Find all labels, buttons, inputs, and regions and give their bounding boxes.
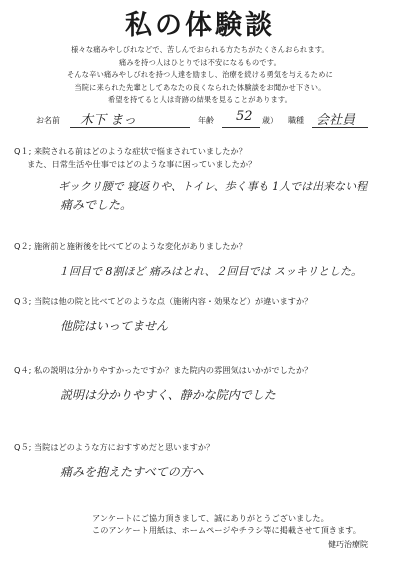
question-block [14, 145, 386, 214]
intro-line: そんな辛い痛みやしびれを持つ人達を励まし、治療を続ける勇気を与えるために [67, 70, 333, 80]
question-block [14, 295, 386, 335]
intro-line: 様々な痛みやしびれなどで、苦しんでおられる方たちがたくさんおられます。 [71, 45, 329, 54]
respondent-info [36, 109, 376, 129]
question-block [14, 441, 386, 481]
name-value: 木下 まっ [80, 113, 137, 128]
thank-you-note [92, 512, 392, 536]
question-block [14, 364, 386, 404]
job-label: 職種 [288, 116, 304, 125]
age-label: 年齢 [198, 116, 214, 125]
clinic-name: 健巧治療院 [328, 540, 368, 549]
question-text: また、日常生活や仕事ではどのような事に困っていましたか？ [27, 158, 257, 169]
answer-text: 痛みでした。 [60, 198, 133, 212]
answer-text: 痛みを抱えたすべての方へ [60, 464, 204, 479]
thank-you-line: アンケートにご協力頂きまして、誠にありがとうございました。 [92, 513, 329, 523]
question-text: Q２; 施術前と施術後を比べてどのような変化がありましたか？ [14, 241, 247, 251]
age-value: 52 [236, 109, 253, 124]
answer-text: 他院はいってません [60, 318, 169, 333]
age-suffix: 歳） [262, 116, 278, 125]
age-underline [222, 127, 260, 128]
question-block [14, 240, 386, 280]
page-title: 私の体験談 [125, 10, 275, 41]
question-text: Q４; 私の説明は分かりやすかったですか？また院内の雰囲気はいかがでしたか？ [14, 365, 313, 375]
job-value: 会社員 [316, 113, 356, 128]
publication-notice: このアンケート用紙は、ホームページやチラシ等に掲載させて頂きます。 [92, 525, 361, 535]
answer-text: 説明は分かりやすく、静かな院内でした [60, 387, 276, 402]
intro-text [30, 44, 370, 107]
answer-text: ギックリ腰で 寝返りや、トイレ、歩く事も 1人では出来ない程 [58, 180, 368, 193]
job-underline [312, 127, 368, 128]
question-text: Q１; 来院される前はどのような症状で悩まされていましたか？ [14, 146, 247, 156]
question-text: Q３; 当院は他の院と比べてどのような点（施術内容・効果など）が違いますか？ [14, 296, 313, 306]
intro-line: 痛みを持つ人はひとりでは不安になるものです。 [119, 57, 281, 67]
name-label: お名前 [36, 116, 60, 125]
answer-text: １回目で 8割ほど 痛みはとれ、２回目では スッキリとした。 [58, 264, 363, 278]
question-text: Q５; 当院はどのような方におすすめだと思いますか？ [14, 442, 215, 452]
name-underline [70, 127, 190, 128]
intro-line: 当院に来られた先輩としてあなたの良くなられた体験談をお聞かせ下さい。 [74, 82, 326, 92]
intro-line: 希望を持てると人は奇跡の結果を見ることがあります。 [107, 95, 293, 105]
